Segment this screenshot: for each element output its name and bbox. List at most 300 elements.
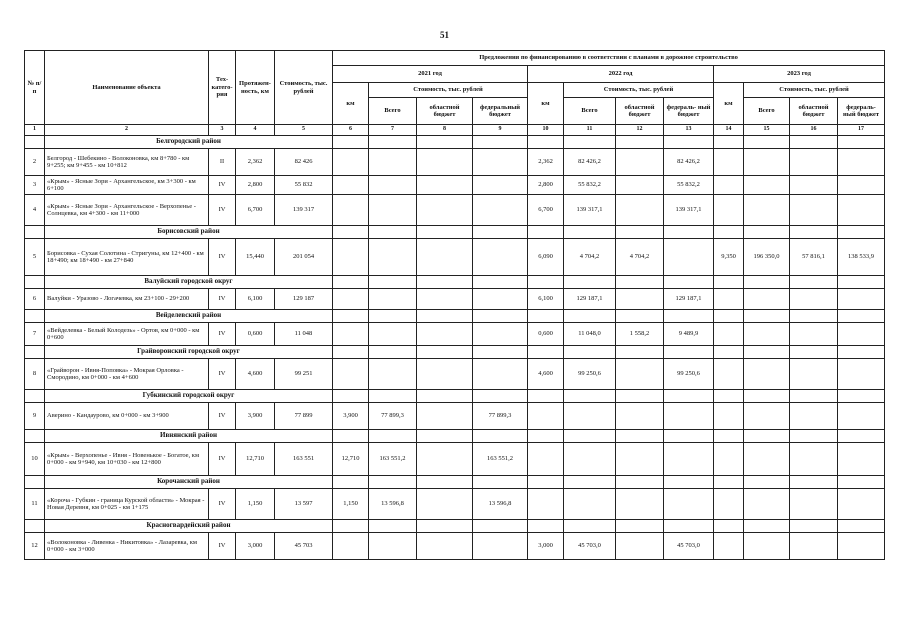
cell-regional-2023 — [790, 149, 838, 176]
section-row — [25, 430, 885, 443]
cell-km-2022 — [528, 443, 564, 476]
section-empty-cell — [664, 136, 714, 149]
cell-total-2023 — [744, 176, 790, 195]
cell-total-2022: 45 703,0 — [564, 533, 616, 560]
header-total-2021: Всего — [369, 98, 417, 125]
section-empty-cell — [838, 390, 885, 403]
cell-km-2023: 9,350 — [714, 239, 744, 276]
header-cost: Стоимость, тыс. рублей — [275, 51, 333, 125]
cell-row-number: 7 — [25, 323, 45, 346]
cell-regional-2023 — [790, 533, 838, 560]
cell-federal-2023 — [838, 443, 885, 476]
table-row — [25, 176, 885, 195]
cell-regional-2021 — [417, 195, 473, 226]
cell-total-cost: 163 551 — [275, 443, 333, 476]
cell-regional-2022 — [616, 289, 664, 310]
section-empty-cell — [744, 346, 790, 359]
section-empty-cell — [564, 476, 616, 489]
section-empty-cell — [616, 520, 664, 533]
cell-regional-2021 — [417, 489, 473, 520]
cell-km-2023 — [714, 403, 744, 430]
col-number: 11 — [564, 125, 616, 136]
section-spacer — [25, 136, 45, 149]
cell-row-number: 4 — [25, 195, 45, 226]
cell-object-name: «Волоконовка - Ливенка - Никитовка» - Лазаревка, км 0+000 - км 3+000 — [45, 533, 209, 560]
cell-federal-2021: 77 899,3 — [473, 403, 528, 430]
table-row — [25, 489, 885, 520]
cell-total-2021: 163 551,2 — [369, 443, 417, 476]
header-year-2021: 2021 год — [333, 66, 528, 83]
section-empty-cell — [838, 136, 885, 149]
section-row — [25, 136, 885, 149]
cell-regional-2022 — [616, 533, 664, 560]
section-empty-cell — [714, 136, 744, 149]
section-empty-cell — [473, 390, 528, 403]
cell-federal-2022: 9 489,9 — [664, 323, 714, 346]
section-title: Красногвардейский район — [45, 520, 333, 533]
cell-total-2022: 139 317,1 — [564, 195, 616, 226]
cell-length-km: 1,150 — [236, 489, 275, 520]
section-empty-cell — [528, 136, 564, 149]
section-row — [25, 476, 885, 489]
section-empty-cell — [714, 310, 744, 323]
section-empty-cell — [744, 136, 790, 149]
header-category: Тех- катего- рия — [209, 51, 236, 125]
cell-km-2022 — [528, 403, 564, 430]
cell-total-2023 — [744, 149, 790, 176]
section-title: Валуйский городской округ — [45, 276, 333, 289]
cell-length-km: 6,700 — [236, 195, 275, 226]
section-empty-cell — [473, 476, 528, 489]
table-row — [25, 359, 885, 390]
cell-regional-2022 — [616, 489, 664, 520]
cell-km-2021 — [333, 195, 369, 226]
section-empty-cell — [744, 276, 790, 289]
section-row — [25, 390, 885, 403]
table-row — [25, 403, 885, 430]
cell-regional-2022 — [616, 359, 664, 390]
header-year-2022: 2022 год — [528, 66, 714, 83]
section-empty-cell — [838, 310, 885, 323]
section-empty-cell — [473, 310, 528, 323]
section-empty-cell — [714, 226, 744, 239]
cell-row-number: 6 — [25, 289, 45, 310]
cell-total-2021 — [369, 533, 417, 560]
cell-row-number: 9 — [25, 403, 45, 430]
section-empty-cell — [528, 430, 564, 443]
section-empty-cell — [417, 310, 473, 323]
cell-object-name: Борисовка - Сухая Солотина - Стригуны, км 12+400 - км 18+490; км 18+490 - км 27+840 — [45, 239, 209, 276]
section-empty-cell — [417, 476, 473, 489]
cell-km-2022: 2,800 — [528, 176, 564, 195]
section-empty-cell — [616, 226, 664, 239]
cell-object-name: «Короча - Губкин - граница Курской области» - Мокрая - Новая Деревня, км 0+025 - км 1+175 — [45, 489, 209, 520]
cell-object-name: «Крым» - Ясные Зори - Архангельское - Верхопенье - Солнцевка, км 4+300 - км 11+000 — [45, 195, 209, 226]
header-cost-2021: Стоимость, тыс. рублей — [369, 83, 528, 98]
cell-federal-2022: 45 703,0 — [664, 533, 714, 560]
cell-federal-2022 — [664, 489, 714, 520]
header-total-2022: Всего — [564, 98, 616, 125]
cell-object-name: «Крым» - Ясные Зори - Архангельское, км 3+300 - км 6+100 — [45, 176, 209, 195]
cell-total-2023 — [744, 289, 790, 310]
cell-km-2023 — [714, 489, 744, 520]
section-empty-cell — [564, 390, 616, 403]
section-empty-cell — [790, 430, 838, 443]
section-empty-cell — [664, 520, 714, 533]
cell-km-2021: 3,900 — [333, 403, 369, 430]
cell-km-2023 — [714, 533, 744, 560]
cell-federal-2021: 13 596,8 — [473, 489, 528, 520]
cell-km-2022: 0,600 — [528, 323, 564, 346]
cell-regional-2021 — [417, 323, 473, 346]
cell-regional-2023 — [790, 195, 838, 226]
cell-length-km: 2,362 — [236, 149, 275, 176]
header-proposals: Предложения по финансированию в соответствии с планами в дорожное строительство — [333, 51, 885, 66]
section-empty-cell — [744, 430, 790, 443]
cell-regional-2022 — [616, 443, 664, 476]
cell-regional-2022 — [616, 403, 664, 430]
col-number: 6 — [333, 125, 369, 136]
section-spacer — [25, 430, 45, 443]
cell-object-name: Валуйки - Уразово - Логачевка, км 23+100 - 29+200 — [45, 289, 209, 310]
section-empty-cell — [528, 390, 564, 403]
header-federal-2023: федераль- ный бюджет — [838, 98, 885, 125]
header-no: № п/п — [25, 51, 45, 125]
page-number: 51 — [440, 30, 449, 40]
cell-km-2022: 3,000 — [528, 533, 564, 560]
col-number: 16 — [790, 125, 838, 136]
cell-federal-2021 — [473, 149, 528, 176]
section-empty-cell — [369, 476, 417, 489]
col-number: 8 — [417, 125, 473, 136]
cell-total-2023 — [744, 195, 790, 226]
section-empty-cell — [333, 430, 369, 443]
section-empty-cell — [333, 476, 369, 489]
section-empty-cell — [369, 226, 417, 239]
section-empty-cell — [333, 520, 369, 533]
cell-federal-2022 — [664, 443, 714, 476]
cell-total-cost: 99 251 — [275, 359, 333, 390]
section-empty-cell — [564, 430, 616, 443]
col-number: 14 — [714, 125, 744, 136]
cell-km-2021 — [333, 533, 369, 560]
cell-total-cost: 13 597 — [275, 489, 333, 520]
section-empty-cell — [564, 310, 616, 323]
cell-regional-2021 — [417, 403, 473, 430]
cell-total-2021: 77 899,3 — [369, 403, 417, 430]
cell-regional-2021 — [417, 239, 473, 276]
section-empty-cell — [528, 476, 564, 489]
cell-regional-2022 — [616, 176, 664, 195]
cell-federal-2023 — [838, 533, 885, 560]
cell-federal-2021 — [473, 239, 528, 276]
section-empty-cell — [790, 226, 838, 239]
col-number: 1 — [25, 125, 45, 136]
cell-row-number: 3 — [25, 176, 45, 195]
section-empty-cell — [417, 136, 473, 149]
cell-km-2023 — [714, 149, 744, 176]
cell-federal-2023 — [838, 176, 885, 195]
cell-row-number: 10 — [25, 443, 45, 476]
cell-regional-2023 — [790, 289, 838, 310]
col-number: 2 — [45, 125, 209, 136]
section-spacer — [25, 310, 45, 323]
cell-regional-2023 — [790, 359, 838, 390]
cell-object-name: Белгород - Шебекино - Волоконовка, км 8+780 - км 9+255; км 9+455 - км 10+812 — [45, 149, 209, 176]
cell-regional-2022: 1 558,2 — [616, 323, 664, 346]
cell-total-2022: 82 426,2 — [564, 149, 616, 176]
cell-km-2022: 6,700 — [528, 195, 564, 226]
table-row — [25, 149, 885, 176]
section-empty-cell — [790, 476, 838, 489]
cell-regional-2023 — [790, 403, 838, 430]
section-empty-cell — [744, 310, 790, 323]
section-empty-cell — [714, 346, 744, 359]
cell-regional-2022 — [616, 149, 664, 176]
cell-federal-2021 — [473, 533, 528, 560]
section-empty-cell — [417, 346, 473, 359]
section-empty-cell — [838, 346, 885, 359]
section-empty-cell — [790, 520, 838, 533]
col-number: 17 — [838, 125, 885, 136]
header-cost-2023: Стоимость, тыс. рублей — [744, 83, 885, 98]
section-empty-cell — [333, 310, 369, 323]
cell-row-number: 2 — [25, 149, 45, 176]
section-empty-cell — [838, 226, 885, 239]
cell-total-cost: 55 832 — [275, 176, 333, 195]
cell-federal-2022: 139 317,1 — [664, 195, 714, 226]
cell-federal-2021 — [473, 289, 528, 310]
col-number: 5 — [275, 125, 333, 136]
road-construction-table — [24, 50, 885, 560]
cell-tech-category: IV — [209, 403, 236, 430]
section-spacer — [25, 476, 45, 489]
cell-total-2022: 99 250,6 — [564, 359, 616, 390]
section-empty-cell — [838, 476, 885, 489]
cell-total-2022: 55 832,2 — [564, 176, 616, 195]
cell-km-2023 — [714, 323, 744, 346]
section-empty-cell — [473, 520, 528, 533]
cell-km-2021 — [333, 289, 369, 310]
cell-length-km: 15,440 — [236, 239, 275, 276]
section-empty-cell — [369, 136, 417, 149]
section-spacer — [25, 520, 45, 533]
section-empty-cell — [333, 136, 369, 149]
cell-length-km: 0,600 — [236, 323, 275, 346]
section-empty-cell — [744, 226, 790, 239]
header-regional-2021: областной бюджет — [417, 98, 473, 125]
section-empty-cell — [333, 346, 369, 359]
cell-total-2023 — [744, 443, 790, 476]
cell-tech-category: IV — [209, 323, 236, 346]
column-number-row — [25, 125, 885, 136]
cell-regional-2022 — [616, 195, 664, 226]
table-row — [25, 195, 885, 226]
section-empty-cell — [473, 136, 528, 149]
cell-total-2021 — [369, 323, 417, 346]
cell-total-cost: 45 703 — [275, 533, 333, 560]
section-empty-cell — [369, 390, 417, 403]
cell-object-name: «Грайворон - Ивня-Поповка» - Мокрая Орловка - Смородино, км 0+000 - км 4+600 — [45, 359, 209, 390]
cell-regional-2023 — [790, 323, 838, 346]
section-empty-cell — [333, 276, 369, 289]
cell-regional-2023 — [790, 443, 838, 476]
section-title: Грайворонский городской округ — [45, 346, 333, 359]
section-empty-cell — [473, 276, 528, 289]
cell-federal-2021 — [473, 359, 528, 390]
cell-federal-2021 — [473, 195, 528, 226]
cell-km-2022: 4,600 — [528, 359, 564, 390]
section-empty-cell — [664, 430, 714, 443]
cell-federal-2023 — [838, 403, 885, 430]
cell-km-2021: 12,710 — [333, 443, 369, 476]
cell-tech-category: IV — [209, 176, 236, 195]
section-empty-cell — [528, 520, 564, 533]
cell-total-2022: 129 187,1 — [564, 289, 616, 310]
cell-regional-2022: 4 704,2 — [616, 239, 664, 276]
cell-km-2023 — [714, 195, 744, 226]
cell-length-km: 4,600 — [236, 359, 275, 390]
cell-km-2023 — [714, 176, 744, 195]
cell-tech-category: IV — [209, 289, 236, 310]
section-empty-cell — [790, 310, 838, 323]
section-empty-cell — [714, 276, 744, 289]
section-empty-cell — [369, 520, 417, 533]
cell-federal-2023: 138 533,9 — [838, 239, 885, 276]
cell-total-cost: 11 048 — [275, 323, 333, 346]
section-empty-cell — [714, 520, 744, 533]
cell-total-2021 — [369, 359, 417, 390]
cell-length-km: 6,100 — [236, 289, 275, 310]
cell-length-km: 12,710 — [236, 443, 275, 476]
cell-tech-category: IV — [209, 443, 236, 476]
cell-tech-category: II — [209, 149, 236, 176]
cell-km-2021 — [333, 176, 369, 195]
cell-total-2021 — [369, 149, 417, 176]
section-row — [25, 276, 885, 289]
section-empty-cell — [744, 520, 790, 533]
col-number: 3 — [209, 125, 236, 136]
section-spacer — [25, 276, 45, 289]
section-empty-cell — [369, 276, 417, 289]
section-empty-cell — [333, 390, 369, 403]
section-title: Вейделевский район — [45, 310, 333, 323]
cell-federal-2022 — [664, 239, 714, 276]
section-empty-cell — [417, 390, 473, 403]
section-empty-cell — [417, 276, 473, 289]
section-empty-cell — [564, 346, 616, 359]
cell-total-cost: 139 317 — [275, 195, 333, 226]
cell-regional-2023: 57 816,1 — [790, 239, 838, 276]
section-row — [25, 520, 885, 533]
cell-regional-2021 — [417, 443, 473, 476]
section-empty-cell — [417, 226, 473, 239]
header-name: Наименование объекта — [45, 51, 209, 125]
cell-federal-2022: 82 426,2 — [664, 149, 714, 176]
section-empty-cell — [838, 276, 885, 289]
cell-km-2022: 6,100 — [528, 289, 564, 310]
cell-regional-2023 — [790, 489, 838, 520]
table-row — [25, 323, 885, 346]
cell-km-2023 — [714, 359, 744, 390]
section-empty-cell — [333, 226, 369, 239]
cell-tech-category: IV — [209, 489, 236, 520]
cell-object-name: «Вейделевка - Белый Колодезь» - Ортов, км 0+000 - км 0+600 — [45, 323, 209, 346]
cell-row-number: 12 — [25, 533, 45, 560]
cell-km-2022: 2,362 — [528, 149, 564, 176]
cell-total-2022 — [564, 403, 616, 430]
cell-federal-2022: 99 250,6 — [664, 359, 714, 390]
cell-total-2022 — [564, 489, 616, 520]
cell-regional-2021 — [417, 359, 473, 390]
section-empty-cell — [838, 520, 885, 533]
table-row — [25, 239, 885, 276]
section-row — [25, 346, 885, 359]
cell-regional-2021 — [417, 176, 473, 195]
table-body — [25, 136, 885, 560]
cell-total-2021 — [369, 289, 417, 310]
col-number: 9 — [473, 125, 528, 136]
cell-km-2021 — [333, 239, 369, 276]
section-title: Корочанский район — [45, 476, 333, 489]
cell-km-2021 — [333, 359, 369, 390]
cell-total-2023 — [744, 403, 790, 430]
cell-federal-2023 — [838, 149, 885, 176]
section-empty-cell — [417, 430, 473, 443]
cell-total-2022 — [564, 443, 616, 476]
cell-federal-2022: 55 832,2 — [664, 176, 714, 195]
section-empty-cell — [616, 476, 664, 489]
cell-federal-2023 — [838, 323, 885, 346]
section-empty-cell — [473, 226, 528, 239]
section-empty-cell — [616, 430, 664, 443]
header-total-2023: Всего — [744, 98, 790, 125]
cell-tech-category: IV — [209, 533, 236, 560]
header-federal-2022: федераль- ный бюджет — [664, 98, 714, 125]
col-number: 15 — [744, 125, 790, 136]
section-empty-cell — [528, 346, 564, 359]
table-row — [25, 533, 885, 560]
cell-total-2023 — [744, 489, 790, 520]
cell-total-cost: 201 054 — [275, 239, 333, 276]
cell-length-km: 3,900 — [236, 403, 275, 430]
cell-km-2021 — [333, 323, 369, 346]
section-empty-cell — [664, 226, 714, 239]
cell-total-cost: 77 899 — [275, 403, 333, 430]
table-row — [25, 443, 885, 476]
header-regional-2022: областной бюджет — [616, 98, 664, 125]
section-empty-cell — [744, 390, 790, 403]
cell-total-2023: 196 350,0 — [744, 239, 790, 276]
cell-object-name: «Крым» - Верхопенье - Ивня - Новенькое - Богатое, км 0+000 - км 9+940, км 10+030 - км 12+800 — [45, 443, 209, 476]
section-title: Ивнянский район — [45, 430, 333, 443]
cell-total-2022: 4 704,2 — [564, 239, 616, 276]
section-row — [25, 226, 885, 239]
section-spacer — [25, 346, 45, 359]
cell-total-2021: 13 596,8 — [369, 489, 417, 520]
cell-km-2022: 6,090 — [528, 239, 564, 276]
section-title: Борисовский район — [45, 226, 333, 239]
section-empty-cell — [714, 430, 744, 443]
section-empty-cell — [369, 310, 417, 323]
cell-federal-2023 — [838, 489, 885, 520]
cell-tech-category: IV — [209, 195, 236, 226]
cell-federal-2023 — [838, 289, 885, 310]
header-federal-2021: федеральный бюджет — [473, 98, 528, 125]
section-empty-cell — [616, 390, 664, 403]
cell-length-km: 3,000 — [236, 533, 275, 560]
cell-regional-2021 — [417, 149, 473, 176]
